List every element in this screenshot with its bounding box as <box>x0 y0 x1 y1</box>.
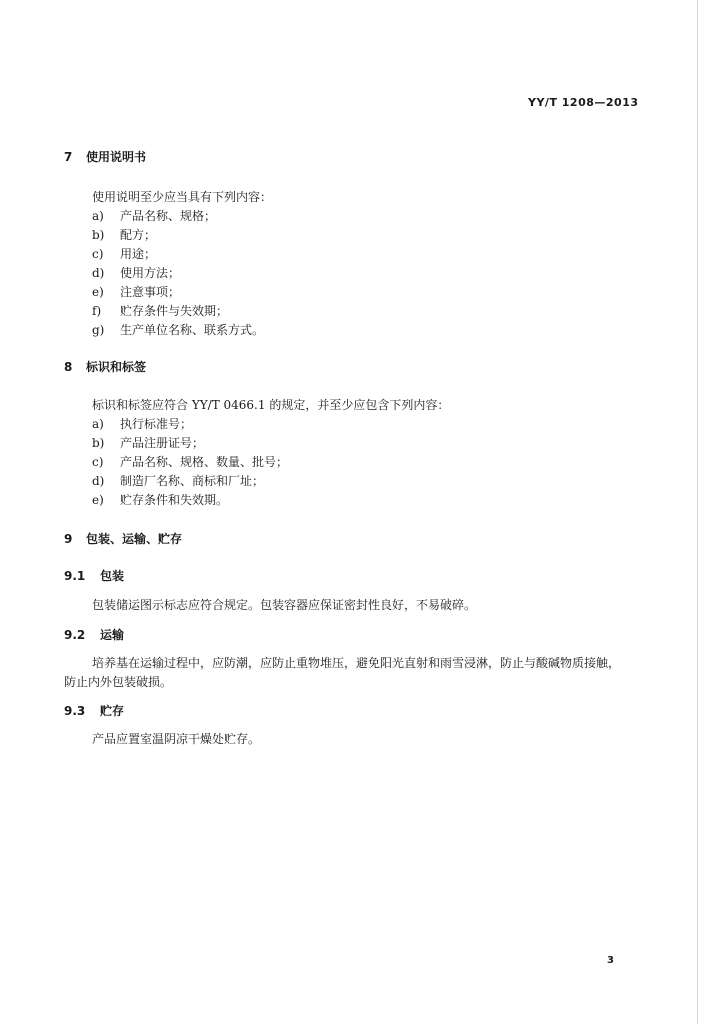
section-title: 包装、运输、贮存 <box>86 532 183 546</box>
section-number: 9 <box>64 532 73 546</box>
page-number: 3 <box>607 955 614 966</box>
list-item: f) 贮存条件与失效期； <box>92 304 229 318</box>
subsection-9-1-text: 包装储运图示标志应符合规定。包装容器应保证密封性良好，不易破碎。 <box>92 598 477 612</box>
section-number: 7 <box>64 150 73 164</box>
list-item: d) 制造厂名称、商标和厂址； <box>92 474 265 488</box>
subsection-9-2-heading: 9.2 运输 <box>64 628 125 642</box>
section-7-intro: 使用说明至少应当具有下列内容： <box>92 190 273 204</box>
subsection-9-3-heading: 9.3 贮存 <box>64 704 125 718</box>
section-number: 8 <box>64 360 73 374</box>
section-title: 标识和标签 <box>86 360 147 374</box>
list-item: b) 产品注册证号； <box>92 436 205 450</box>
section-7-heading <box>64 148 146 165</box>
list-item: a) 执行标准号； <box>92 417 193 431</box>
list-item: e) 注意事项； <box>92 285 181 299</box>
list-item: e) 贮存条件和失效期。 <box>92 493 229 507</box>
list-item: d) 使用方法； <box>92 266 181 280</box>
subsection-9-2-text-line2: 防止内外包装破损。 <box>64 675 173 689</box>
section-title: 使用说明书 <box>86 150 147 164</box>
list-item: b) 配方； <box>92 228 157 242</box>
subsection-9-1-heading: 9.1 包装 <box>64 569 125 583</box>
standard-code-header: YY/T 1208—2013 <box>528 96 639 109</box>
section-8-heading <box>64 358 146 375</box>
scan-edge-line <box>697 0 698 1024</box>
list-item: c) 产品名称、规格、数量、批号； <box>92 455 289 469</box>
subsection-9-2-text-line1: 培养基在运输过程中，应防潮，应防止重物堆压，避免阳光直射和雨雪浸淋，防止与酸碱物质接触， <box>92 656 621 670</box>
section-8-intro: 标识和标签应符合 YY/T 0466.1 的规定，并至少应包含下列内容： <box>92 398 450 412</box>
section-9-heading <box>64 530 182 547</box>
subsection-9-3-text: 产品应置室温阴凉干燥处贮存。 <box>92 732 261 746</box>
list-item: g) 生产单位名称、联系方式。 <box>92 323 265 337</box>
list-item: c) 用途； <box>92 247 157 261</box>
list-item: a) 产品名称、规格； <box>92 209 217 223</box>
